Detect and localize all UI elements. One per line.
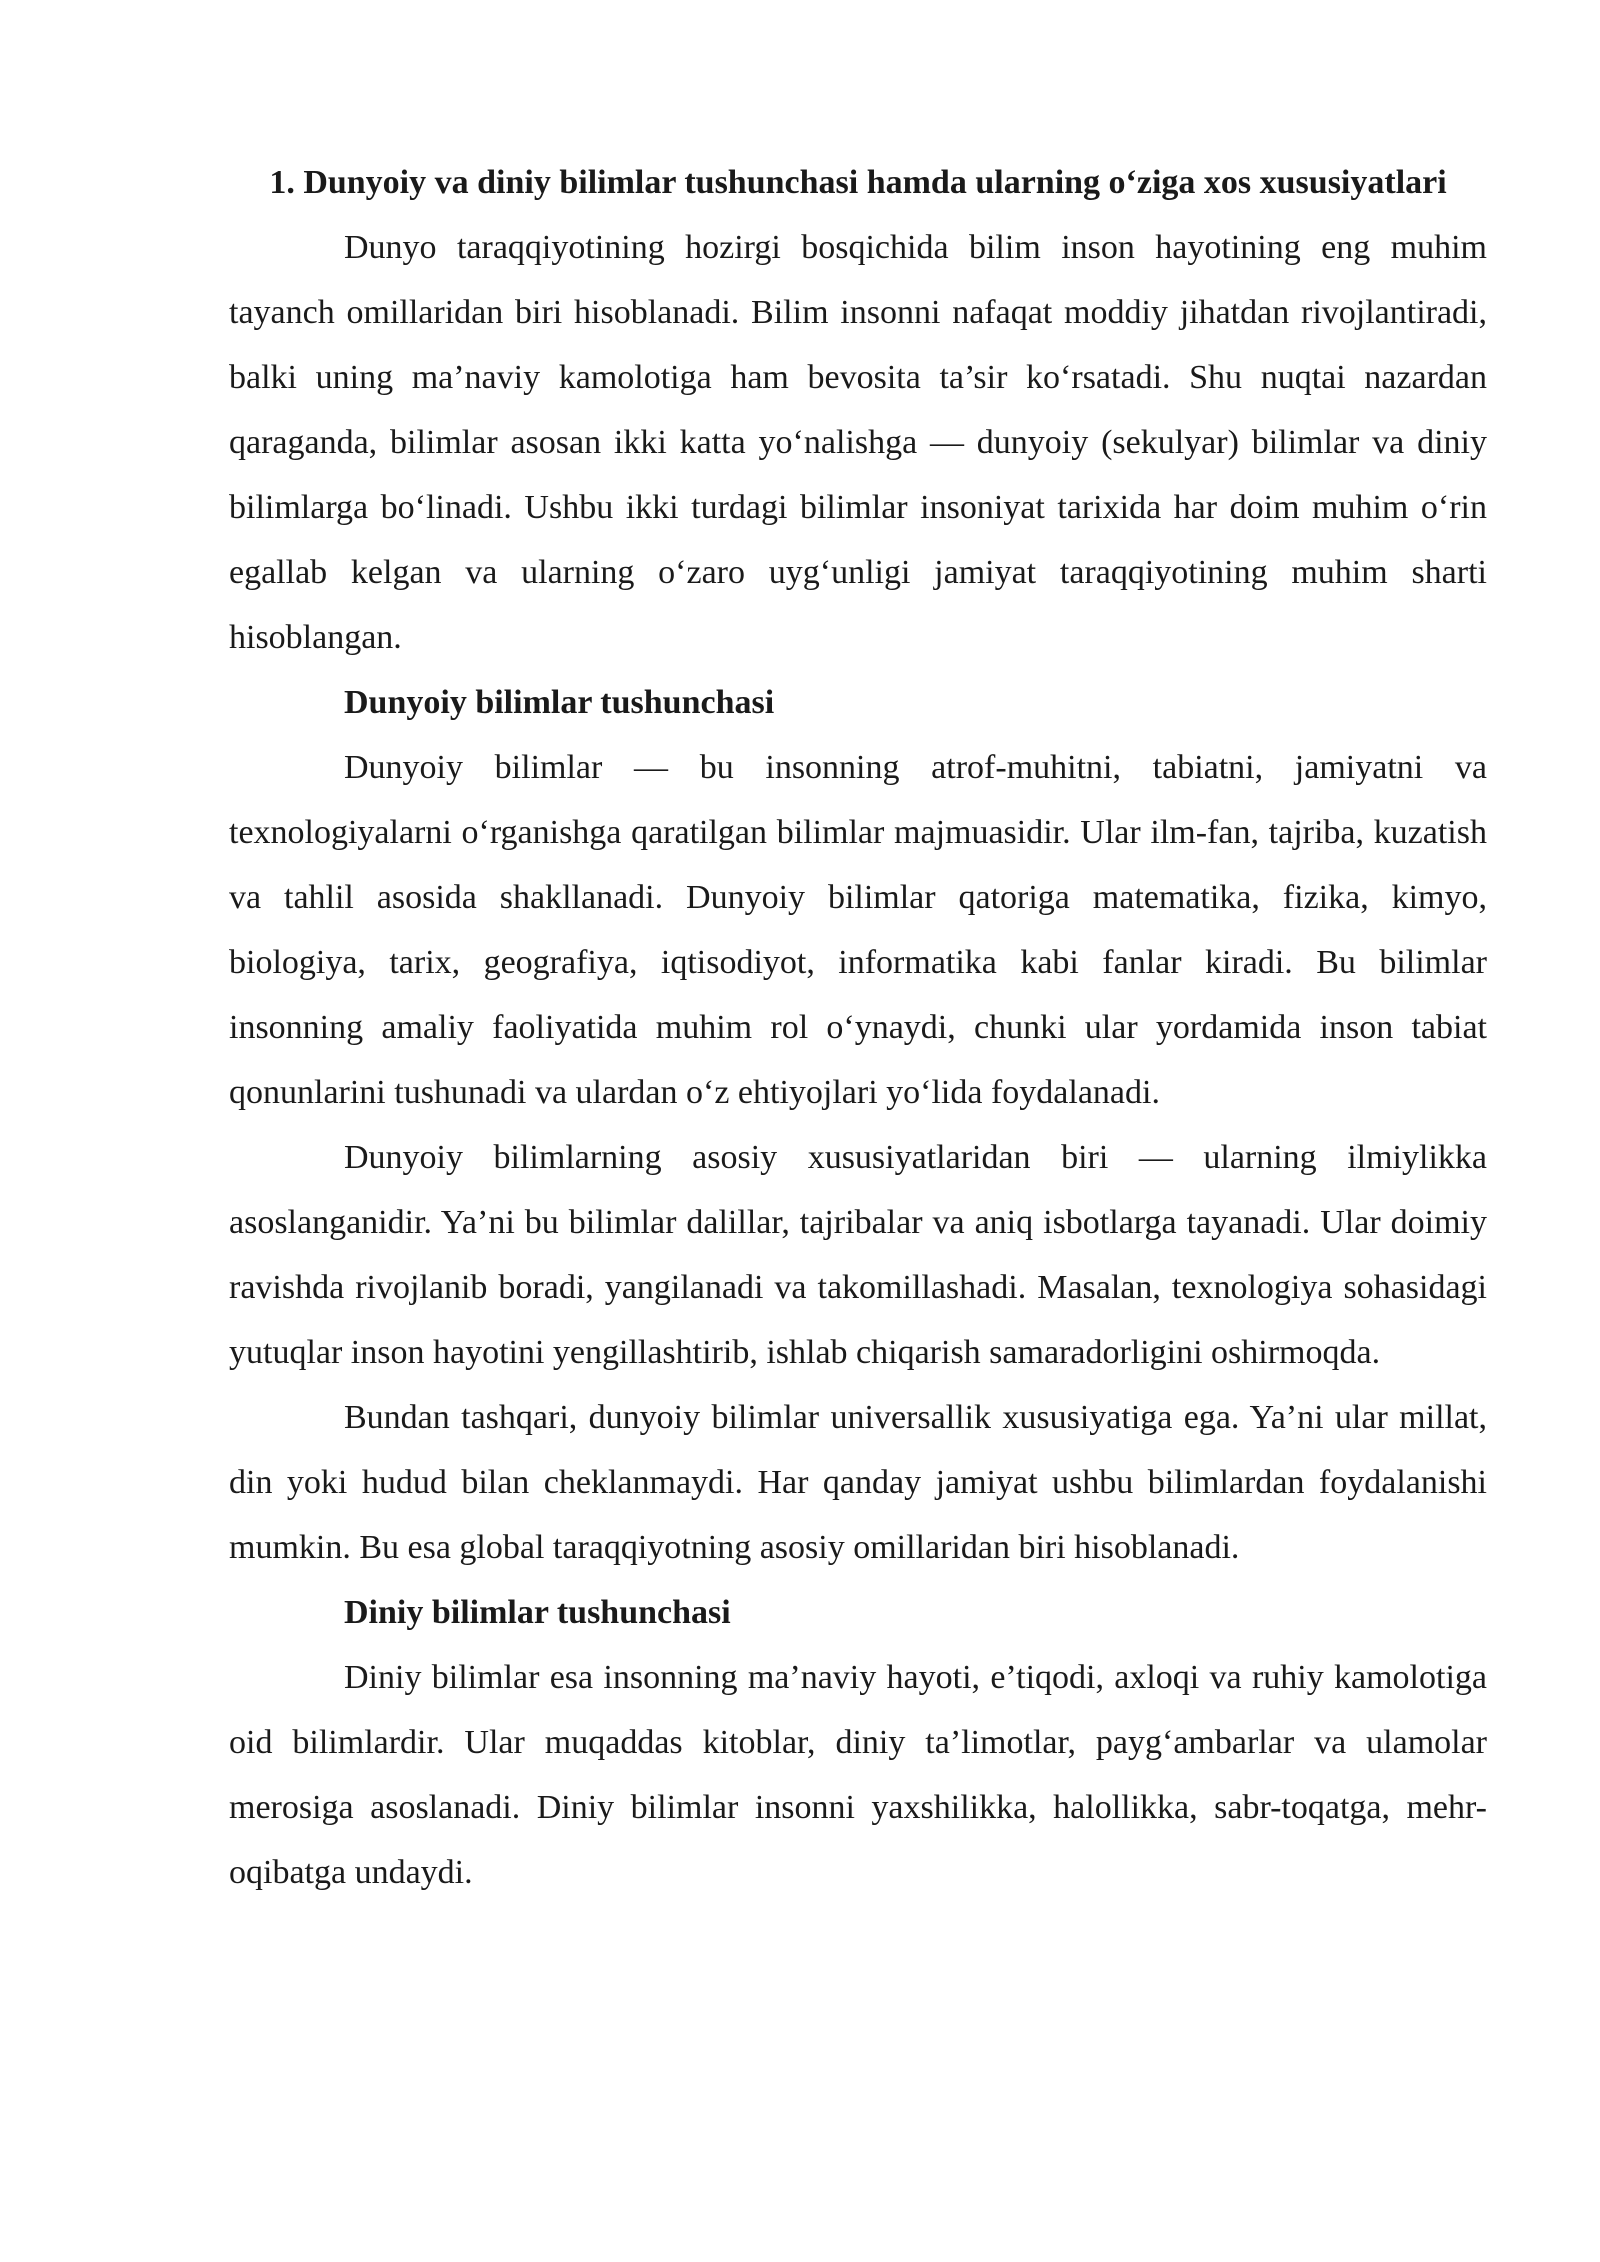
secular-paragraph-3: Bundan tashqari, dunyoiy bilimlar universallik xususiyatiga ega. Ya’ni ular millat, din yoki hudud bilan cheklanmaydi. Har qanday jamiyat ushbu bilimlardan foydalanishi mumkin. Bu esa global taraqqiyotning asosiy omillaridan biri hisoblanadi.: [229, 1399, 1487, 1566]
secular-paragraph-2: Dunyoiy bilimlarning asosiy xususiyatlaridan biri — ularning ilmiylikka asoslanganidir. Ya’ni bu bilimlar dalillar, tajribalar va aniq isbotlarga tayanadi. Ular doimiy ravishda rivojlanib boradi, yangilanadi va takomillashadi. Masalan, texnologiya sohasidagi yutuqlar inson hayotini yengillashtirib, ishlab chiqarish samaradorligini oshirmoqda.: [229, 1139, 1487, 1371]
secular-paragraph-1: Dunyoiy bilimlar — bu insonning atrof-muhitni, tabiatni, jamiyatni va texnologiyalarni o‘rganishga qaratilgan bilimlar majmuasidir. Ular ilm-fan, tajriba, kuzatish va tahlil asosida shakllanadi. Dunyoiy bilimlar qatoriga matematika, fizika, kimyo, biologiya, tarix, geografiya, iqtisodiyot, informatika kabi fanlar kiradi. Bu bilimlar insonning amaliy faoliyatida muhim rol o‘ynaydi, chunki ular yordamida inson tabiat qonunlarini tushunadi va ulardan o‘z ehtiyojlari yo‘lida foydalanadi.: [229, 749, 1487, 1111]
section-heading-secular: Dunyoiy bilimlar tushunchasi: [344, 684, 775, 721]
section-heading-religious: Diniy bilimlar tushunchasi: [344, 1594, 731, 1631]
intro-paragraph: Dunyo taraqqiyotining hozirgi bosqichida bilim inson hayotining eng muhim tayanch omillaridan biri hisoblanadi. Bilim insonni nafaqat moddiy jihatdan rivojlantiradi, balki uning ma’naviy kamolotiga ham bevosita ta’sir ko‘rsatadi. Shu nuqtai nazardan qaraganda, bilimlar asosan ikki katta yo‘nalishga — dunyoiy (sekulyar) bilimlar va diniy bilimlarga bo‘linadi. Ushbu ikki turdagi bilimlar insoniyat tarixida har doim muhim o‘rin egallab kelgan va ularning o‘zaro uyg‘unligi jamiyat taraqqiyotining muhim sharti hisoblangan.: [229, 229, 1487, 656]
religious-paragraph-1: Diniy bilimlar esa insonning ma’naviy hayoti, e’tiqodi, axloqi va ruhiy kamolotiga oid bilimlardir. Ular muqaddas kitoblar, diniy ta’limotlar, payg‘ambarlar va ulamolar merosiga asoslanadi. Diniy bilimlar insonni yaxshilikka, halollikka, sabr-toqatga, mehr-oqibatga undaydi.: [229, 1659, 1487, 1891]
document-page: [229, 150, 1487, 1905]
document-title: 1. Dunyoiy va diniy bilimlar tushunchasi hamda ularning o‘ziga xos xususiyatlari: [269, 164, 1447, 201]
